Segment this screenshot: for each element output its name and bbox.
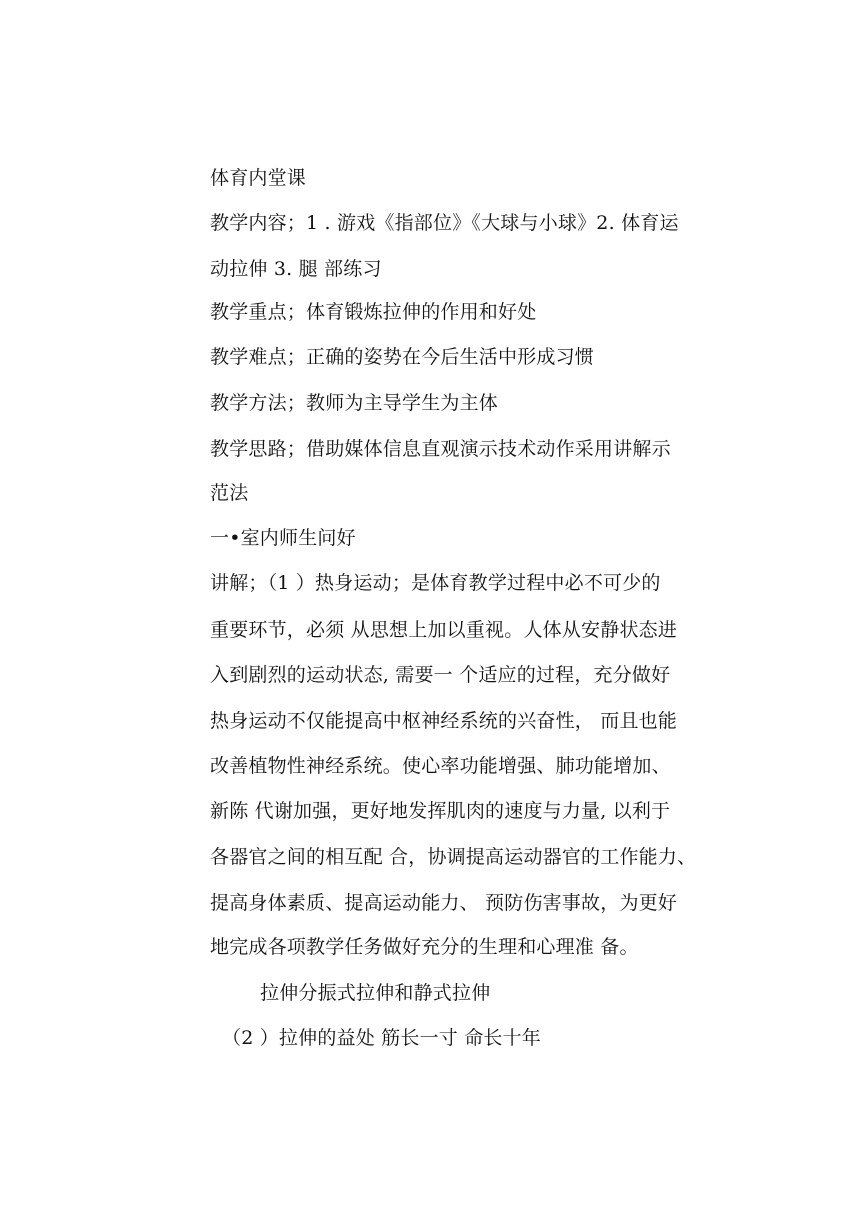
text-line: 新陈 代谢加强，更好地发挥肌肉的速度与力量, 以利于 [210,800,671,822]
text-line: 拉伸分振式拉伸和静式拉伸 [260,982,491,1004]
text-line: 教学内容；1 . 游戏《指部位》《大球与小球》2. 体育运 [210,212,679,234]
text-line: 教学方法；教师为主导学生为主体 [210,392,499,414]
text-line: 热身运动不仅能提高中枢神经系统的兴奋性， 而且也能 [210,710,678,732]
text-line: 重要环节，必须 从思想上加以重视。人体从安静状态进 [210,619,678,641]
text-line: 各器官之间的相互配 合，协调提高运动器官的工作能力、 [210,846,697,868]
text-line: 地完成各项教学任务做好充分的生理和心理准 备。 [210,936,639,958]
text-line: 入到剧烈的运动状态, 需要一 个适应的过程，充分做好 [210,664,671,686]
text-line: 讲解；（1 ）热身运动；是体育教学过程中必不可少的 [210,572,661,594]
text-line: 范法 [210,482,249,504]
section-heading: 一•室内师生问好 [210,527,356,549]
text-line: 教学思路；借助媒体信息直观演示技术动作采用讲解示 [210,438,671,460]
text-line: 动拉伸 3. 腿 部练习 [210,258,382,280]
text-line: 改善植物性神经系统。使心率功能增强、肺功能增加、 [210,755,671,777]
text-line: 提高身体素质、提高运动能力、 预防伤害事故，为更好 [210,892,678,914]
text-line: 教学重点；体育锻炼拉伸的作用和好处 [210,301,537,323]
text-line: （2 ）拉伸的益处 筋长一寸 命长十年 [222,1027,542,1049]
document-title: 体育内堂课 [210,167,307,189]
text-line: 教学难点；正确的姿势在今后生活中形成习惯 [210,346,595,368]
